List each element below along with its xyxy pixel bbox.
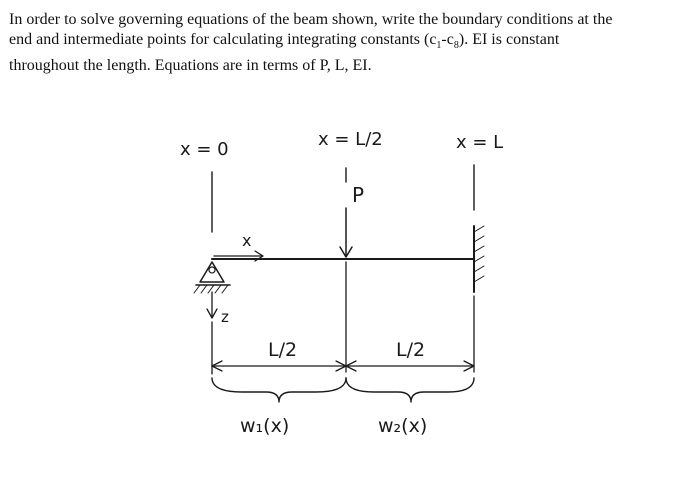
pin-support-hatching: [194, 285, 228, 293]
problem-line-2-text-c: ). EI is constant: [458, 31, 560, 48]
fixed-support-hatching: [474, 226, 484, 282]
w1-label: w₁(x): [240, 415, 290, 437]
problem-line-3: throughout the length. Equations are in terms of P, L, EI.: [9, 57, 372, 75]
pin-support-hinge: [209, 267, 215, 273]
z-axis-label: z: [221, 308, 229, 326]
x-axis-label: x: [242, 231, 252, 250]
label-x-half: x = L/2: [318, 129, 383, 150]
subscript-1: 1: [436, 40, 442, 52]
span-1-label: L/2: [268, 339, 298, 361]
problem-line-1: In order to solve governing equations of the beam shown, write the boundary conditions at the: [9, 11, 613, 28]
load-label-P: P: [352, 183, 365, 207]
subscript-8: 8: [453, 40, 459, 52]
brace-span-1: [212, 378, 346, 402]
label-x-L: x = L: [456, 132, 504, 153]
problem-line-2-text-a: end and intermediate points for calculating integrating constants (c: [9, 31, 437, 48]
label-x-zero: x = 0: [180, 139, 229, 160]
problem-line-2-text-b: -c: [441, 31, 454, 48]
pin-support: [200, 262, 224, 282]
brace-span-2: [346, 378, 474, 402]
span-2-label: L/2: [396, 339, 426, 361]
w2-label: w₂(x): [378, 415, 428, 437]
